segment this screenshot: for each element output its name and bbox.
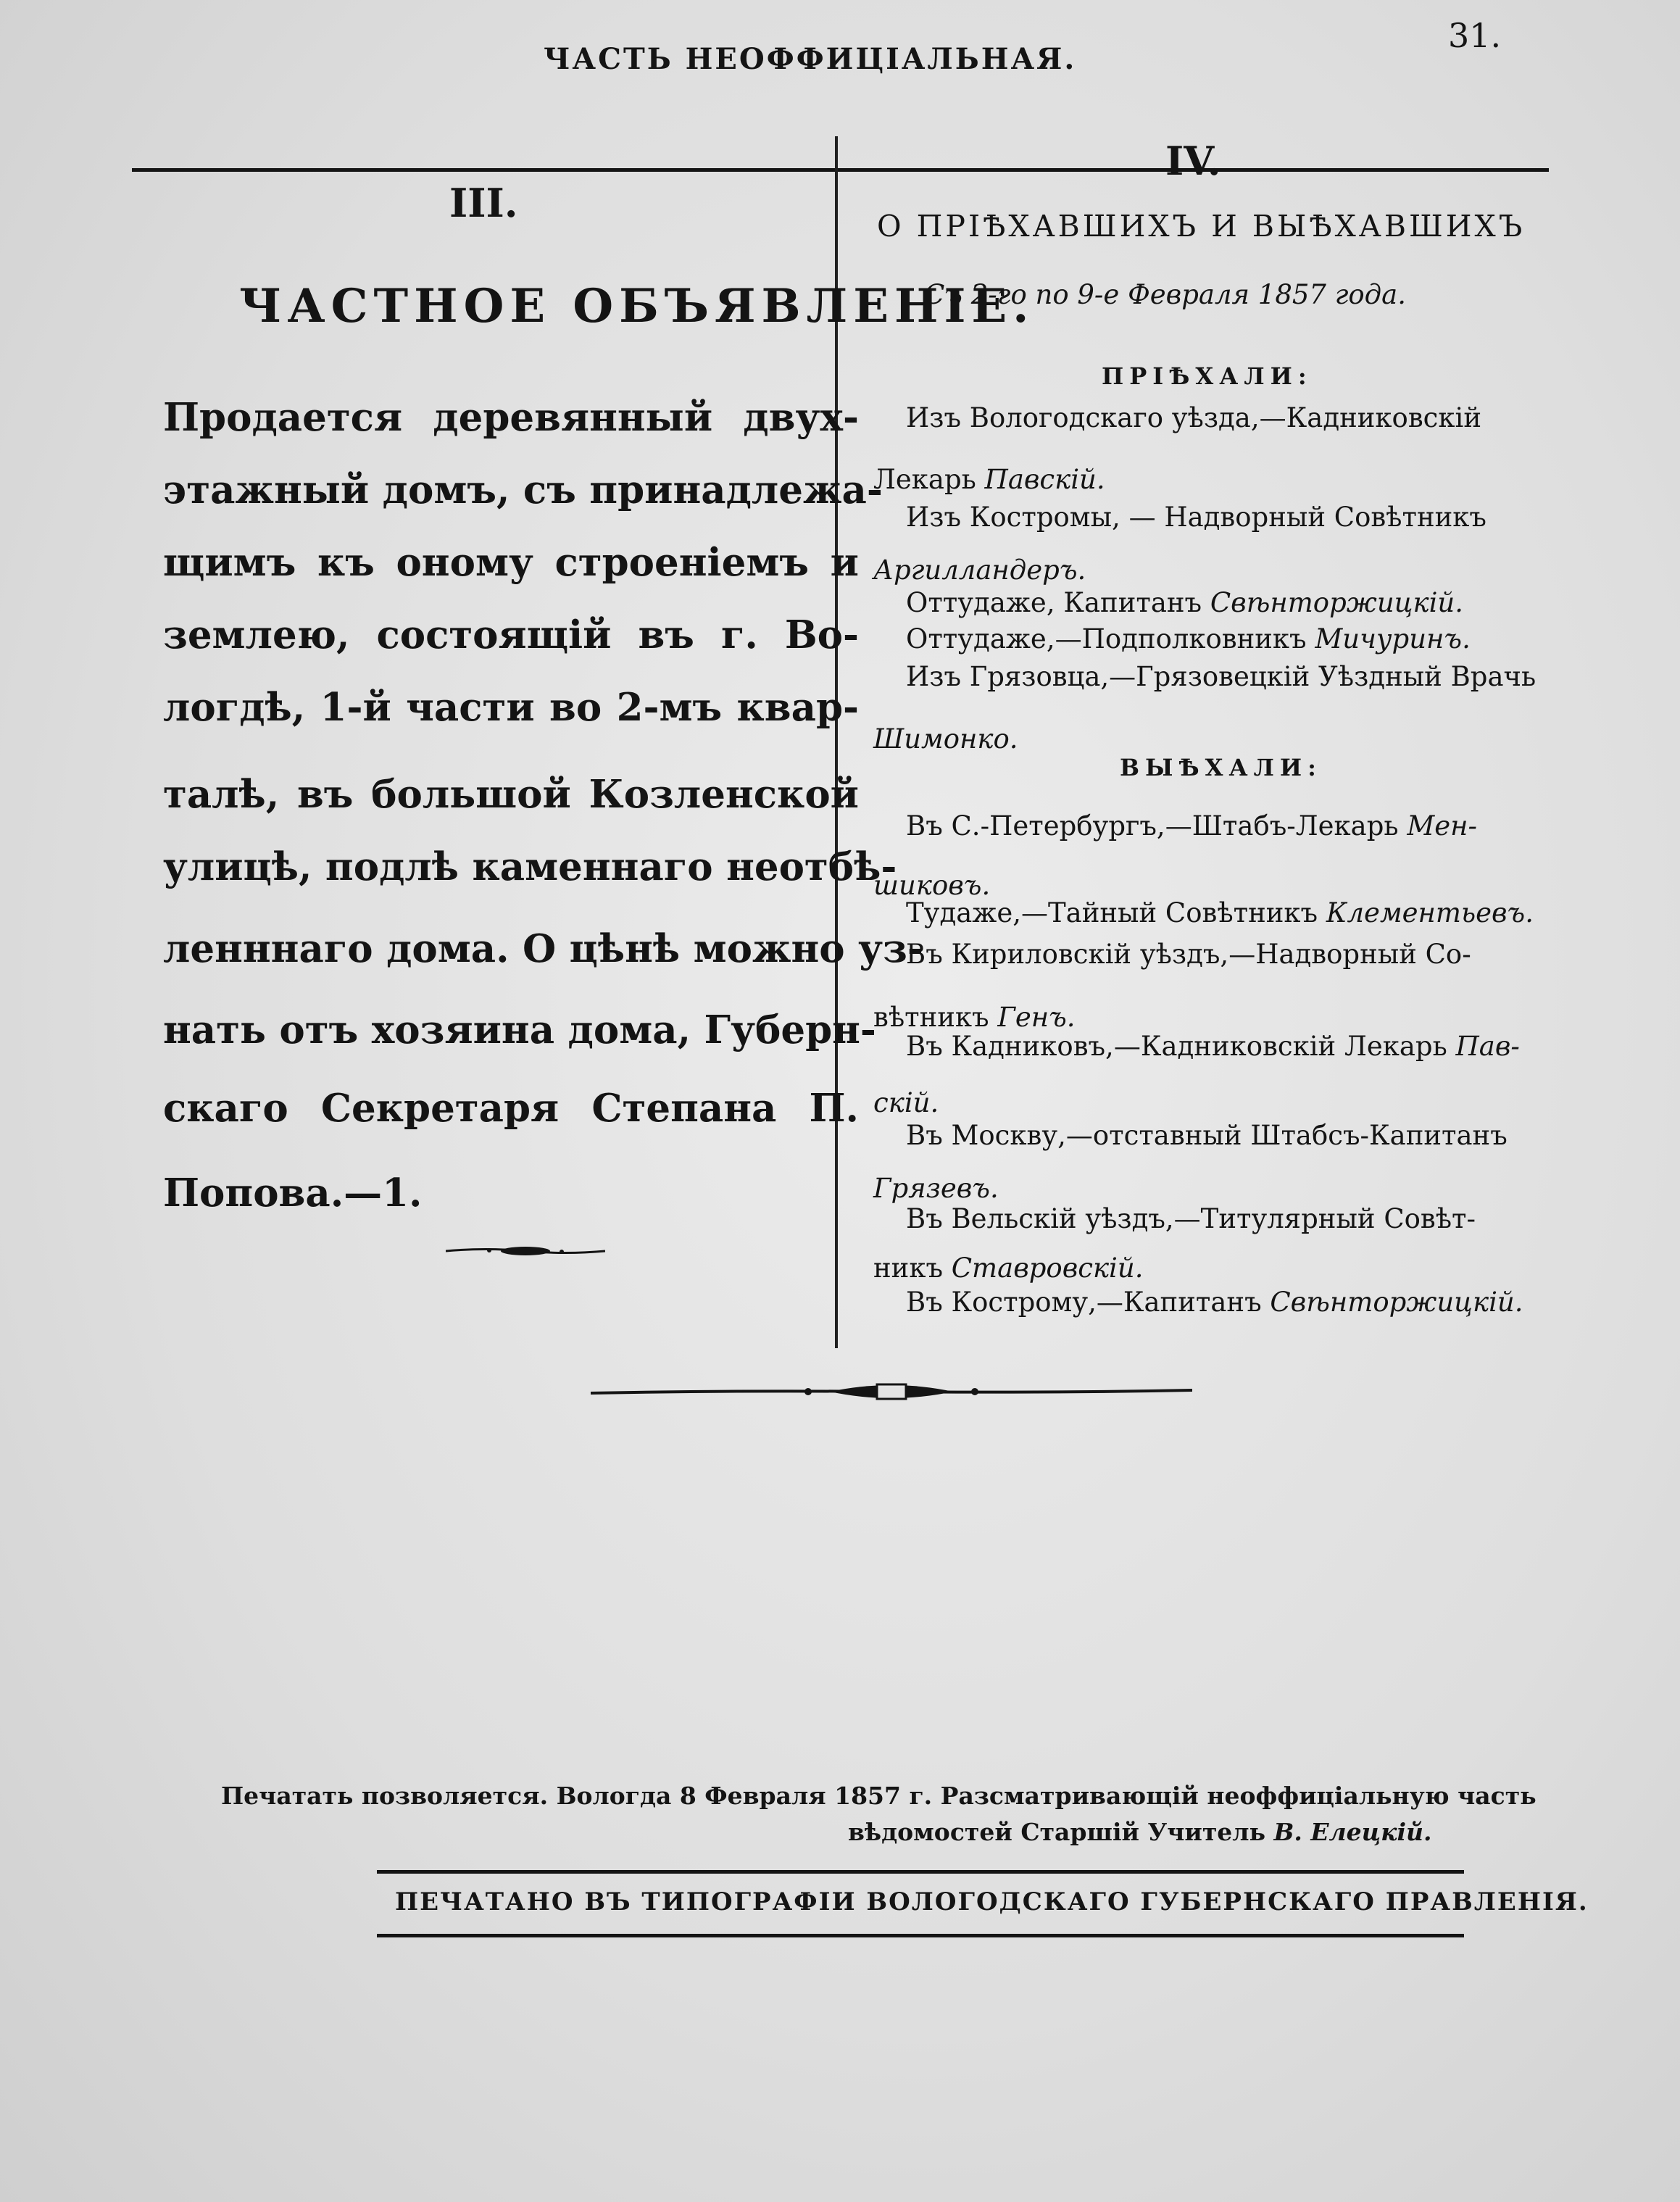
departure-entry [873, 870, 1558, 901]
page-header-title: ЧАСТЬ НЕОФФИЦІАЛЬНАЯ. [544, 42, 1077, 76]
printer-imprint: ПЕЧАТАНО ВЪ ТИПОГРАФІИ ВОЛОГОДСКАГО ГУБЕРНСКАГО ПРАВЛЕНІЯ. [395, 1887, 1589, 1916]
departure-entry [873, 1087, 1558, 1118]
arrival-entry [873, 587, 1591, 618]
entry-person: Грязевъ. [873, 1173, 999, 1204]
departure-entry [873, 1252, 1558, 1284]
entry-text: Въ Кадниковъ,—Кадниковскій Лекарь [906, 1031, 1456, 1062]
arrival-entry [873, 554, 1558, 586]
page-number: 31. [1448, 16, 1502, 55]
entry-text: Лекарь [873, 464, 985, 495]
entry-text: Изъ Вологодскаго уѣзда,—Кадниковскій [906, 402, 1482, 433]
entry-text: никъ [873, 1252, 952, 1284]
header-rule [132, 168, 1549, 172]
announcement-title: ЧАСТНОЕ ОБЪЯВЛЕНІЕ. [239, 279, 1035, 333]
entry-person: Аргилландеръ. [873, 554, 1086, 586]
entry-person: Генъ. [997, 1002, 1076, 1033]
departure-entry [873, 1120, 1591, 1151]
departure-entry [873, 1173, 1558, 1204]
censor-title: вѣдомостей Старшій Учитель [848, 1818, 1274, 1846]
entry-person: шиковъ. [873, 870, 991, 901]
entry-text: Изъ Грязовца,—Грязовецкій Уѣздный Врачь [906, 661, 1536, 692]
departed-heading: ВЫѢХАЛИ: [1120, 754, 1322, 781]
entry-text: Въ Москву,—отставный Штабсъ-Капитанъ [906, 1120, 1508, 1151]
arrivals-departures-title: О ПРІѢХАВШИХЪ И ВЫѢХАВШИХЪ [877, 209, 1526, 244]
footer-rule-top [377, 1870, 1464, 1874]
entry-person: Свѣнторжицкій. [1210, 587, 1463, 618]
departure-entry [873, 1287, 1591, 1318]
arrival-entry [873, 661, 1591, 692]
left-ornament-divider [446, 1243, 605, 1259]
entry-person: Шимонко. [873, 723, 1018, 755]
entry-person: Мичуринъ. [1315, 623, 1471, 655]
entry-text: Оттудаже, Капитанъ [906, 587, 1210, 618]
arrived-heading: ПРІѢХАЛИ: [1102, 362, 1313, 390]
entry-person: Свѣнторжицкій. [1270, 1287, 1523, 1318]
date-range: Съ 2-го по 9-е Февраля 1857 года. [924, 279, 1406, 310]
arrival-entry [873, 464, 1558, 495]
entry-text: Въ С.-Петербургъ,—Штабъ-Лекарь [906, 810, 1407, 842]
departure-entry [873, 810, 1591, 842]
announcement-line: этажный домъ, съ принадлежа- [163, 468, 883, 512]
announcement-line: щимъ къ оному строеніемъ и [163, 540, 859, 585]
section-number-iv: IV. [1165, 138, 1221, 184]
departure-entry [873, 939, 1591, 970]
departure-entry [873, 897, 1591, 928]
entry-text: Въ Кострому,—Капитанъ [906, 1287, 1271, 1318]
entry-text: Въ Кириловскій уѣздъ,—Надворный Со- [906, 939, 1471, 970]
entry-person: Ставровскій. [951, 1252, 1144, 1284]
center-ornament-divider [591, 1377, 1192, 1406]
entry-text: Оттудаже,—Подполковникъ [906, 623, 1315, 655]
announcement-line: ленннаго дома. О цѣнѣ можно уз- [163, 926, 923, 971]
arrival-entry [873, 723, 1558, 755]
announcement-line: нать отъ хозяина дома, Губерн- [163, 1007, 876, 1052]
entry-text: Въ Вельскій уѣздъ,—Титулярный Совѣт- [906, 1203, 1476, 1234]
entry-text: Изъ Костромы, — Надворный Совѣтникъ [906, 502, 1486, 533]
entry-person: Клементьевъ. [1326, 897, 1534, 928]
announcement-line: Попова.—1. [163, 1171, 423, 1216]
section-number-iii: III. [449, 180, 518, 226]
arrival-entry [873, 502, 1591, 533]
entry-person: Пав- [1455, 1031, 1520, 1062]
announcement-line: скаго Секретаря Степана П. [163, 1086, 859, 1131]
censor-permission-line: Печатать позволяется. Вологда 8 Февраля 1857 г. Разсматривающій неоффиціальную часть [221, 1782, 1536, 1810]
censor-name: В. Елецкій. [1273, 1818, 1432, 1846]
departure-entry [873, 1002, 1558, 1033]
arrival-entry [873, 623, 1591, 655]
entry-person: Мен- [1407, 810, 1477, 842]
announcement-line: талѣ, въ большой Козленской [163, 772, 859, 817]
announcement-line: Продается деревянный двух- [163, 395, 859, 440]
departure-entry [873, 1203, 1591, 1234]
announcement-line: землею, состоящій въ г. Во- [163, 612, 859, 657]
entry-person: Павскій. [984, 464, 1105, 495]
announcement-line: улицѣ, подлѣ каменнаго неотбѣ- [163, 844, 897, 889]
censor-signature-line [848, 1818, 1432, 1846]
announcement-line: логдѣ, 1-й части во 2-мъ квар- [163, 685, 859, 730]
entry-text: Тудаже,—Тайный Совѣтникъ [906, 897, 1326, 928]
departure-entry [873, 1031, 1591, 1062]
entry-person: скій. [873, 1087, 939, 1118]
footer-rule-bottom [377, 1934, 1464, 1937]
arrival-entry [873, 402, 1591, 433]
entry-text: вѣтникъ [873, 1002, 998, 1033]
